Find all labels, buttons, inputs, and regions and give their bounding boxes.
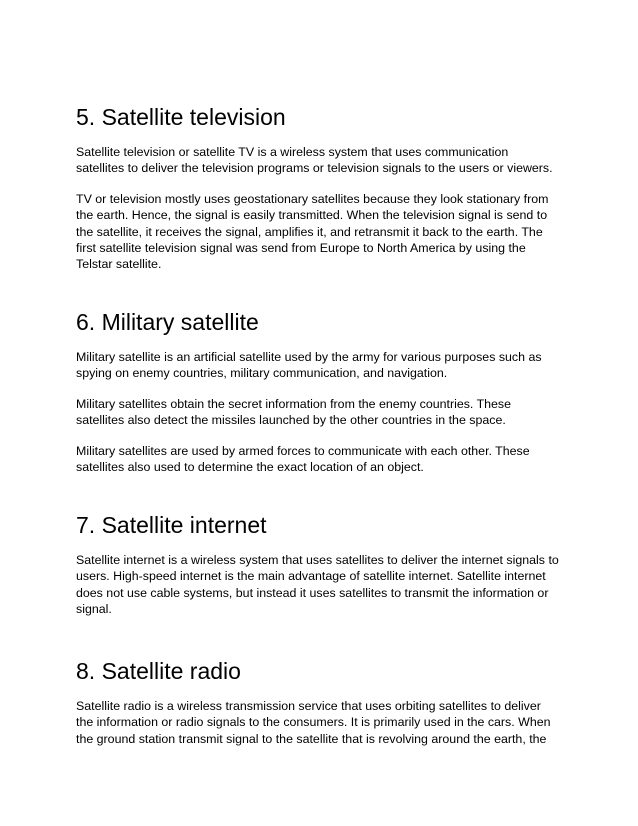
text-line: Telstar satellite. bbox=[76, 257, 162, 272]
text-line: the information or radio signals to the consumers. It is primarily used in the cars. When bbox=[76, 715, 551, 730]
paragraph bbox=[76, 191, 576, 273]
section-heading: 6. Military satellite bbox=[76, 309, 259, 335]
paragraph bbox=[76, 396, 576, 429]
section-heading: 5. Satellite television bbox=[76, 104, 286, 130]
section-heading: 8. Satellite radio bbox=[76, 658, 241, 684]
text-line: Satellite radio is a wireless transmission service that uses orbiting satellites to deliver bbox=[76, 699, 541, 713]
text-line: spying on enemy countries, military communication, and navigation. bbox=[76, 366, 448, 381]
text-line: Satellite internet is a wireless system that uses satellites to deliver the internet signals to bbox=[76, 553, 559, 567]
text-line: TV or television mostly uses geostationary satellites because they look stationary from bbox=[76, 191, 549, 206]
paragraph bbox=[76, 698, 576, 747]
paragraph bbox=[76, 443, 576, 476]
text-line: Military satellites obtain the secret information from the enemy countries. These bbox=[76, 396, 512, 411]
text-line: satellites also used to determine the exact location of an object. bbox=[76, 460, 424, 475]
section-satellite-television bbox=[76, 103, 576, 287]
text-line: users. High-speed internet is the main advantage of satellite internet. Satellite internet bbox=[76, 569, 546, 584]
text-line: first satellite television signal was send from Europe to North America by using the bbox=[76, 241, 526, 256]
text-line: does not use cable systems, but instead it uses satellites to transmit the information or bbox=[76, 585, 549, 600]
paragraph bbox=[76, 552, 576, 618]
text-line: the earth. Hence, the signal is easily transmitted. When the television signal is send to bbox=[76, 208, 548, 223]
text-line: satellites to deliver the television programs or television signals to the users or viewers. bbox=[76, 161, 553, 176]
text-line: the satellite, it receives the signal, amplifies it, and retransmit it back to the earth. The bbox=[76, 224, 543, 239]
text-line: Military satellite is an artificial satellite used by the army for various purposes such as bbox=[76, 350, 542, 364]
text-line: Military satellites are used by armed forces to communicate with each other. These bbox=[76, 443, 530, 458]
text-line: satellites also detect the missiles launched by the other countries in the space. bbox=[76, 413, 506, 428]
text-line: signal. bbox=[76, 602, 112, 617]
text-line: Satellite television or satellite TV is a wireless system that uses communication bbox=[76, 145, 509, 159]
paragraph bbox=[76, 349, 576, 382]
section-heading: 7. Satellite internet bbox=[76, 512, 267, 538]
section-military-satellite bbox=[76, 308, 576, 489]
section-satellite-radio bbox=[76, 657, 576, 761]
text-line: the ground station transmit signal to the satellite that is revolving around the earth, the bbox=[76, 731, 547, 746]
section-satellite-internet bbox=[76, 511, 576, 632]
paragraph bbox=[76, 144, 576, 177]
